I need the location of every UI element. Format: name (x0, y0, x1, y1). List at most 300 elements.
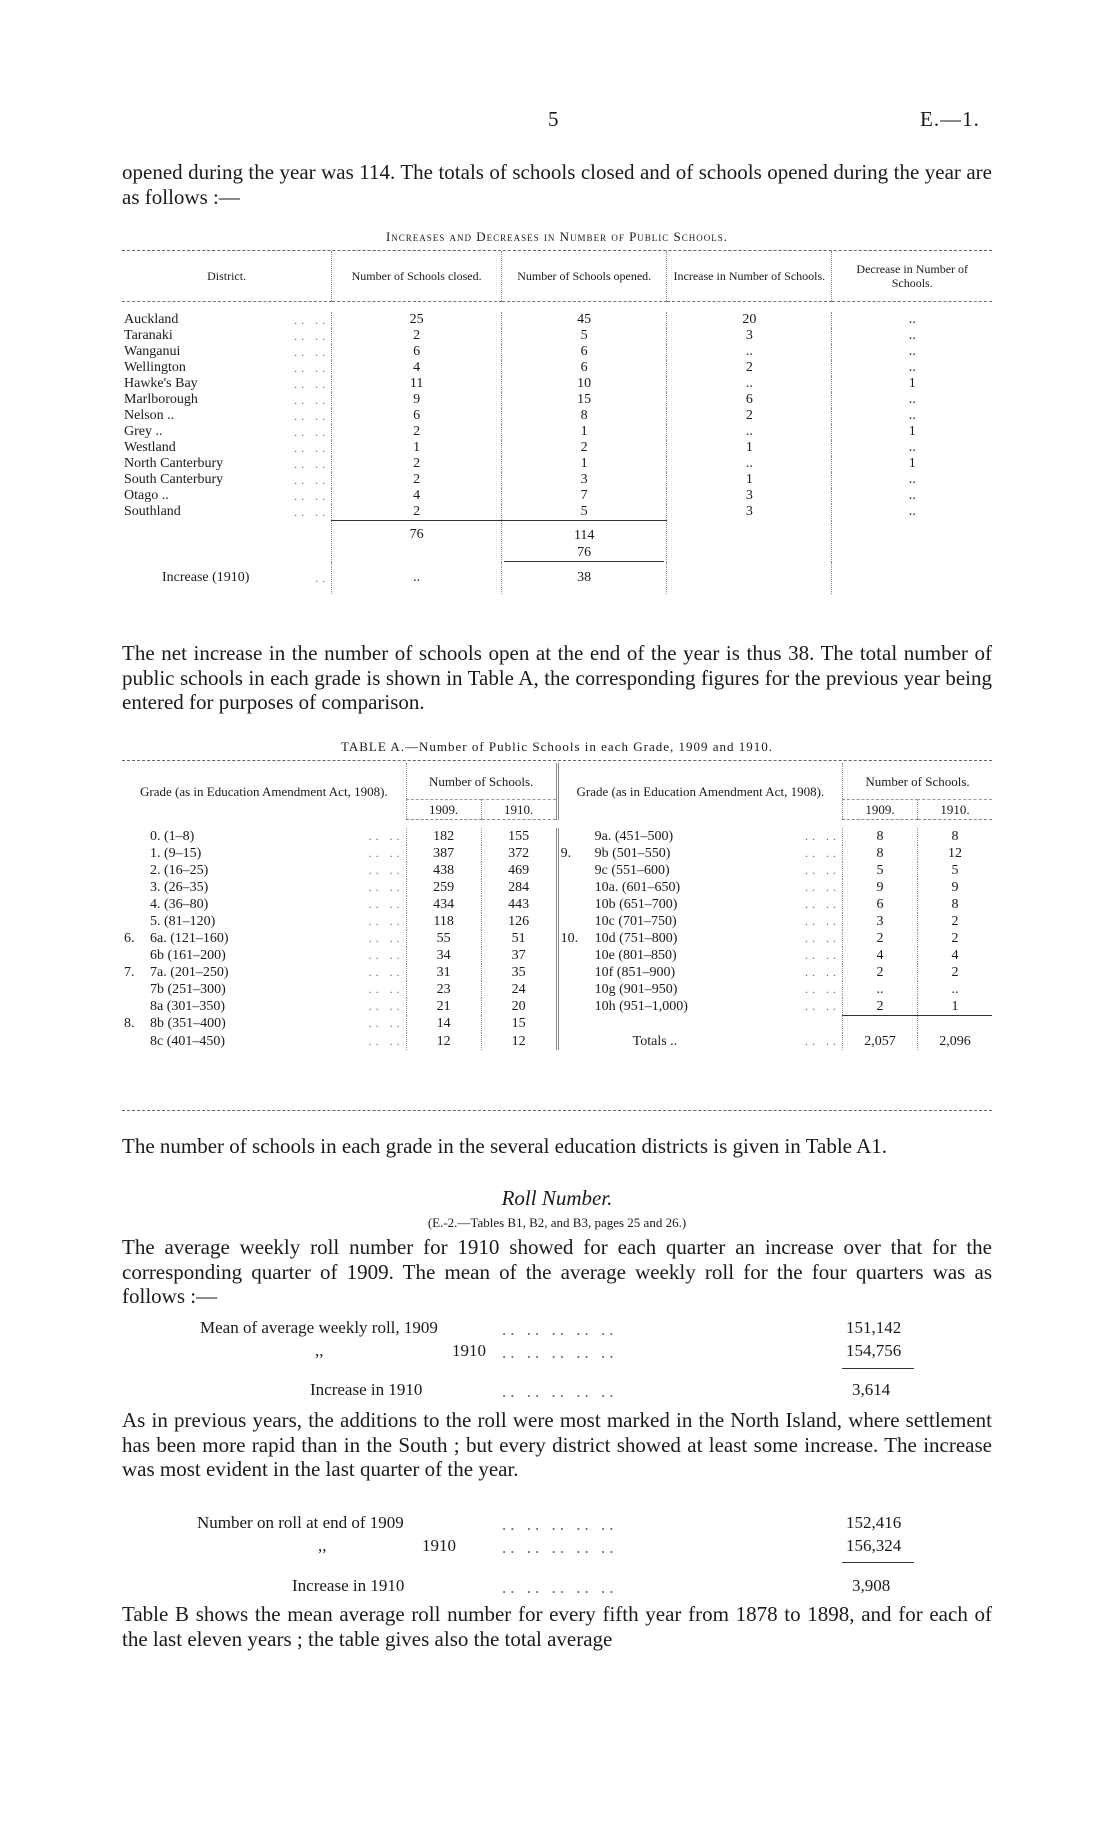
empty-cell (918, 1015, 993, 1033)
table-row (122, 376, 992, 392)
grade-label: 10f (851–900) (594, 964, 676, 980)
leader-dots: .. .. (294, 393, 330, 407)
count-1909-cell: 2 (843, 930, 918, 947)
decrease-cell: .. (908, 440, 916, 455)
count-1910-cell: 1 (951, 998, 959, 1014)
spacer-row (122, 302, 992, 313)
count-1910-cell: 20 (481, 998, 557, 1016)
mean-roll-year-1910: 1910 (452, 1341, 486, 1360)
grade-label: 6b (161–200) (150, 947, 226, 963)
leader-dots: .. .. (368, 930, 404, 945)
count-1910-cell: 4 (951, 947, 959, 963)
district-cell (122, 344, 332, 360)
leader-dots: .. .. .. .. .. (502, 1320, 618, 1339)
table-a-body (122, 819, 992, 1050)
grade-group-cell (557, 964, 593, 981)
grade-group-cell (122, 947, 148, 964)
grade-group-cell (122, 998, 148, 1016)
table-row (122, 862, 992, 879)
totals-row (122, 521, 992, 563)
grade-group-cell (122, 896, 148, 913)
spacer-cell (122, 302, 992, 313)
col-number-left: Number of Schools. (406, 763, 557, 800)
grade-group-cell (122, 879, 148, 896)
mean-roll-label-1909: Mean of average weekly roll, 1909 (200, 1318, 438, 1337)
count-1909-cell: 55 (406, 930, 481, 947)
col-1909-right: 1909. (843, 800, 918, 819)
count-1910-cell: 284 (481, 879, 557, 896)
grade-group-cell (122, 1033, 148, 1050)
leader-dots: .. .. (805, 845, 840, 860)
closed-cell: 2 (332, 424, 502, 440)
grade-cell (593, 913, 843, 930)
grade-cell (148, 930, 406, 947)
closed-cell: 11 (332, 376, 502, 392)
opened-cell: 7 (502, 488, 667, 504)
grade-label: 8c (401–450) (150, 1033, 226, 1049)
grade-cell (593, 896, 843, 913)
closed-cell: 1 (332, 440, 502, 456)
mean-roll-value-1910: 154,756 (846, 1341, 902, 1360)
leader-dots: .. .. (294, 313, 330, 327)
grade-label: 10a. (601–650) (594, 879, 681, 895)
mean-roll-value-1909: 151,142 (846, 1318, 902, 1337)
grade-cell (593, 998, 843, 1016)
increase-value-cell: 38 (502, 562, 667, 594)
count-1910-cell: 372 (481, 845, 557, 862)
count-1910-cell: .. (951, 981, 959, 997)
leader-dots: .. .. (294, 409, 330, 423)
grade-cell (593, 947, 843, 964)
grade-label: 9b (501–550) (594, 845, 671, 861)
decrease-cell: .. (908, 392, 916, 407)
district-name: Taranaki (124, 328, 173, 343)
district-cell (122, 440, 332, 456)
increase-row (122, 562, 992, 594)
col-closed: Number of Schools closed. (332, 251, 502, 302)
increase-cell: .. (667, 456, 832, 472)
decrease-cell: .. (908, 504, 916, 520)
table1-body (122, 302, 992, 595)
count-1909-cell: 4 (843, 947, 918, 964)
count-1909-cell: 259 (406, 879, 481, 896)
roll-number-heading: Roll Number. (501, 1186, 613, 1210)
empty-cell (667, 521, 832, 563)
opened-cell: 1 (502, 424, 667, 440)
increase-cell: 1 (667, 472, 832, 488)
grade-group-cell: 8. (124, 1016, 135, 1032)
grade-label: 0. (1–8) (150, 828, 195, 844)
grade-group-cell (557, 879, 593, 896)
leader-dots: .. .. (368, 1016, 404, 1031)
count-1909-cell: 118 (406, 913, 481, 930)
leader-dots: .. .. .. .. .. (502, 1515, 618, 1534)
count-1909-cell: .. (843, 981, 918, 998)
count-1910-cell: 9 (951, 879, 959, 895)
grade-label: 10h (951–1,000) (594, 998, 688, 1014)
grade-cell (148, 1015, 406, 1033)
grade-label: 6a. (121–160) (150, 930, 229, 946)
spacer-cell (122, 819, 992, 828)
grade-cell (148, 896, 406, 913)
count-1910-cell: 2 (951, 964, 959, 980)
table-row (122, 964, 992, 981)
grade-label: 2. (16–25) (150, 862, 209, 878)
grade-label: 10g (901–950) (594, 981, 678, 997)
end-roll-value-1909: 152,416 (846, 1513, 902, 1532)
opened-cell: 1 (502, 456, 667, 472)
opened-cell: 2 (502, 440, 667, 456)
leader-dots: .. .. (368, 845, 404, 860)
district-name: North Canterbury (124, 456, 224, 471)
count-1910-cell: 2 (951, 930, 959, 946)
grade-label: 1. (9–15) (150, 845, 202, 861)
table-row (122, 408, 992, 424)
leader-dots: .. .. (368, 896, 404, 911)
leader-dots: .. .. (368, 981, 404, 996)
grade-cell (148, 845, 406, 862)
grade-label: 3. (26–35) (150, 879, 209, 895)
increase-cell: 6 (667, 392, 832, 408)
closed-cell: 2 (332, 328, 502, 344)
decrease-cell: 1 (908, 424, 916, 439)
leader-dots: .. .. (294, 377, 330, 391)
grade-cell (148, 828, 406, 845)
district-cell (122, 488, 332, 504)
leader-dots: .. (315, 571, 330, 585)
grade-cell (148, 998, 406, 1016)
district-cell (122, 472, 332, 488)
total-opened-value: 114 (573, 528, 595, 543)
table-row (122, 930, 992, 947)
count-1909-cell: 6 (843, 896, 918, 913)
decrease-cell: .. (908, 344, 916, 359)
district-cell (122, 360, 332, 376)
table-b-paragraph: Table B shows the mean average roll number for every fifth year from 1878 to 1898, and for each of the last eleven years ; the table gives also the total average (122, 1602, 992, 1651)
net-increase-paragraph: The net increase in the number of schools open at the end of the year is thus 38. The total number of public schools in each grade is shown in Table A, the corresponding figures for the previous year being entered for purposes of comparison. (122, 641, 992, 715)
opened-cell: 6 (502, 344, 667, 360)
count-1910-cell: 12 (948, 845, 962, 861)
mean-roll-increase-value: 3,614 (852, 1380, 891, 1399)
grade-group-cell: 10. (557, 930, 593, 947)
table-row (122, 328, 992, 344)
table-row (122, 981, 992, 998)
count-1909-cell: 2 (843, 964, 918, 981)
opened-cell: 15 (502, 392, 667, 408)
leader-dots: .. .. (805, 947, 840, 962)
table-a1-paragraph: The number of schools in each grade in the several education districts is given in Table A1. (122, 1134, 888, 1158)
count-1909-cell: 438 (406, 862, 481, 879)
leader-dots: .. .. (368, 879, 404, 894)
closed-cell: 2 (332, 472, 502, 488)
district-cell (122, 424, 332, 440)
opened-cell: 6 (502, 360, 667, 376)
end-roll-value-1910: 156,324 (846, 1536, 902, 1555)
col-1910-left: 1910. (481, 800, 557, 819)
table-row (122, 504, 992, 521)
count-1910-cell: 8 (951, 828, 959, 844)
decrease-cell: 1 (908, 376, 916, 391)
increase-cell: 20 (667, 312, 832, 328)
district-name: Auckland (124, 312, 179, 327)
grade-cell (593, 845, 843, 862)
table-a-title: TABLE A.—Number of Public Schools in each Grade, 1909 and 1910. (340, 739, 774, 754)
count-1909-cell: 2 (843, 998, 918, 1016)
closed-cell: 2 (332, 456, 502, 472)
count-1909-cell: 31 (406, 964, 481, 981)
district-name: Westland (124, 440, 176, 455)
table-row (122, 472, 992, 488)
leader-dots: .. .. (294, 345, 330, 359)
leader-dots: .. .. (805, 913, 840, 928)
table-row (122, 440, 992, 456)
district-cell (122, 312, 332, 328)
empty-cell (593, 1015, 843, 1033)
additions-paragraph: As in previous years, the additions to the roll were most marked in the North Island, where settlement has been more rapid than in the South ; but every district showed at least some increase. The increase was most evident in the last quarter of the year. (122, 1408, 992, 1482)
grade-cell (148, 862, 406, 879)
increase-cell: 2 (667, 408, 832, 424)
opened-cell: 3 (502, 472, 667, 488)
count-1910-cell: 51 (481, 930, 557, 947)
totals-label: Totals .. (632, 1033, 678, 1049)
grade-cell (593, 930, 843, 947)
increase-cell: 3 (667, 504, 832, 521)
grade-group-cell (122, 845, 148, 862)
grade-label: 9c (551–600) (594, 862, 670, 878)
count-1909-cell: 434 (406, 896, 481, 913)
table-row (122, 392, 992, 408)
end-roll-label-1909: Number on roll at end of 1909 (197, 1513, 404, 1532)
increase-label: Increase (1910) (162, 570, 250, 585)
grade-cell (593, 828, 843, 845)
count-1909-cell: 21 (406, 998, 481, 1016)
grade-cell (148, 964, 406, 981)
total-opened-minus: 76 (504, 544, 664, 562)
count-1909-cell: 182 (406, 828, 481, 845)
increase-cell: 1 (667, 440, 832, 456)
leader-dots: .. .. .. .. .. (502, 1538, 618, 1557)
decrease-cell: .. (908, 360, 916, 375)
leader-dots: .. .. (294, 329, 330, 343)
opened-cell: 8 (502, 408, 667, 424)
leader-dots: .. .. (805, 828, 840, 843)
count-1910-cell: 126 (481, 913, 557, 930)
district-name: Otago .. (124, 488, 169, 503)
grade-label: 8b (351–400) (150, 1016, 226, 1032)
closed-cell: 6 (332, 344, 502, 360)
end-roll-year-1910: 1910 (422, 1536, 456, 1555)
grade-group-cell (557, 828, 593, 845)
leader-dots: .. .. (805, 862, 840, 877)
grade-cell (593, 964, 843, 981)
grade-group-cell (557, 913, 593, 930)
grade-cell (148, 947, 406, 964)
leader-dots: .. .. .. .. .. (502, 1343, 618, 1362)
grade-label: 4. (36–80) (150, 896, 209, 912)
leader-dots: .. .. .. .. .. (502, 1382, 618, 1401)
increase-cell: 2 (667, 360, 832, 376)
opened-cell: 5 (502, 504, 667, 521)
district-name: Wellington (124, 360, 186, 375)
count-1909-cell: 23 (406, 981, 481, 998)
count-1909-cell: 3 (843, 913, 918, 930)
mean-roll-ditto: ,, (315, 1341, 324, 1360)
decrease-cell: .. (908, 472, 916, 487)
end-roll-ditto: ,, (318, 1536, 327, 1555)
increase-cell: .. (667, 376, 832, 392)
leader-dots: .. .. (368, 998, 404, 1013)
end-roll-increase-label: Increase in 1910 (292, 1576, 405, 1595)
leader-dots: .. .. (368, 862, 404, 877)
document-code: E.—1. (920, 107, 980, 131)
leader-dots: .. .. (805, 1033, 840, 1048)
increase-cell: .. (667, 344, 832, 360)
count-1909-cell: 8 (843, 845, 918, 862)
district-name: Nelson .. (124, 408, 175, 423)
district-name: Southland (124, 504, 181, 520)
count-1909-cell: 8 (843, 828, 918, 845)
grade-label: 10e (801–850) (594, 947, 677, 963)
grade-cell (148, 981, 406, 998)
totals-label-cell (593, 1033, 843, 1050)
leader-dots: .. .. (805, 998, 840, 1013)
count-1909-cell: 34 (406, 947, 481, 964)
closed-cell: 4 (332, 360, 502, 376)
decrease-cell: .. (908, 328, 916, 343)
leader-dots: .. .. (294, 457, 330, 471)
grade-group-cell (122, 981, 148, 998)
decrease-cell: .. (908, 488, 916, 503)
district-name: Hawke's Bay (124, 376, 198, 391)
district-cell (122, 504, 332, 521)
table-row (122, 845, 992, 862)
sum-rule (842, 1368, 914, 1369)
table-row (122, 879, 992, 896)
intro-paragraph: opened during the year was 114. The totals of schools closed and of schools opened during the year are as follows :— (122, 160, 992, 209)
district-cell (122, 392, 332, 408)
grade-group-cell (557, 862, 593, 879)
grade-table (122, 763, 992, 1050)
grade-label: 7b (251–300) (150, 981, 226, 997)
grade-cell (148, 1033, 406, 1050)
district-cell (122, 376, 332, 392)
schools-increase-table (122, 251, 992, 594)
grade-group-cell (122, 862, 148, 879)
empty-cell (843, 1015, 918, 1033)
count-1910-cell: 15 (481, 1015, 557, 1033)
total-opened-cell (502, 521, 667, 563)
increase-cell: .. (667, 424, 832, 440)
table-row (122, 1015, 992, 1033)
table-row (122, 828, 992, 845)
grade-cell (148, 879, 406, 896)
count-1909-cell: 9 (843, 879, 918, 896)
col-opened: Number of Schools opened. (502, 251, 667, 302)
table-row (122, 312, 992, 328)
grade-label: 10d (751–800) (594, 930, 678, 946)
opened-cell: 45 (502, 312, 667, 328)
table-row (122, 344, 992, 360)
sum-rule (842, 1562, 914, 1563)
district-name: Grey .. (124, 424, 163, 439)
col-grade-right: Grade (as in Education Amendment Act, 1908). (557, 763, 842, 819)
table-row (122, 998, 992, 1016)
grade-label: 7a. (201–250) (150, 964, 229, 980)
leader-dots: .. .. (368, 964, 404, 979)
empty-cell (557, 1033, 593, 1050)
grade-group-cell: 6. (124, 930, 135, 946)
col-1909-left: 1909. (406, 800, 481, 819)
grade-cell (593, 879, 843, 896)
count-1910-cell: 2 (951, 913, 959, 929)
leader-dots: .. .. (805, 896, 840, 911)
col-decrease: Decrease in Number of Schools. (832, 251, 992, 302)
empty-cell (557, 1015, 593, 1033)
increase-cell: 3 (667, 488, 832, 504)
table-row (122, 424, 992, 440)
mean-roll-increase-label: Increase in 1910 (310, 1380, 423, 1399)
leader-dots: .. .. (294, 505, 330, 520)
district-name: Wanganui (124, 344, 181, 359)
count-1910-cell: 35 (481, 964, 557, 981)
count-1910-cell: 8 (951, 896, 959, 912)
col-1910-right: 1910. (918, 800, 993, 819)
grade-label: 8a (301–350) (150, 998, 226, 1014)
count-1910-cell: 5 (951, 862, 959, 878)
count-1910-cell: 155 (481, 828, 557, 845)
table-row (122, 896, 992, 913)
empty-cell (832, 562, 992, 594)
district-name: Marlborough (124, 392, 198, 407)
table-row (122, 1033, 992, 1050)
district-cell (122, 328, 332, 344)
table-row (122, 456, 992, 472)
leader-dots: .. .. (805, 879, 840, 894)
total-1909-cell: 2,057 (843, 1033, 918, 1050)
table-a-top-rule (122, 760, 992, 761)
table1-title: Increases and Decreases in Number of Public Schools. (385, 229, 729, 244)
weekly-roll-paragraph: The average weekly roll number for 1910 showed for each quarter an increase over that for the corresponding quarter of 1909. The mean of the average weekly roll for the four quarters was as follows :— (122, 1235, 992, 1309)
closed-cell: 9 (332, 392, 502, 408)
empty-cell (832, 521, 992, 563)
closed-cell: 25 (332, 312, 502, 328)
grade-label: 9a. (451–500) (594, 828, 674, 844)
table-row (122, 947, 992, 964)
decrease-cell: .. (908, 312, 916, 327)
leader-dots: .. .. (805, 981, 840, 996)
leader-dots: .. .. (294, 489, 330, 503)
count-1909-cell: 387 (406, 845, 481, 862)
table-a-bottom-rule (122, 1110, 992, 1111)
totals-label-cell (122, 521, 332, 563)
leader-dots: .. .. (368, 828, 404, 843)
grade-label: 10b (651–700) (594, 896, 678, 912)
col-grade-left: Grade (as in Education Amendment Act, 1908). (122, 763, 406, 819)
leader-dots: .. .. (805, 930, 840, 945)
total-1910-cell: 2,096 (939, 1033, 971, 1049)
grade-group-cell: 9. (557, 845, 593, 862)
count-1910-cell: 37 (481, 947, 557, 964)
table-row (122, 913, 992, 930)
count-1909-cell: 14 (406, 1015, 481, 1033)
col-district: District. (122, 251, 332, 302)
count-1909-cell: 5 (843, 862, 918, 879)
leader-dots: .. .. (294, 361, 330, 375)
increase-label-cell (122, 562, 332, 594)
grade-cell (593, 981, 843, 998)
district-cell (122, 456, 332, 472)
col-number-right: Number of Schools. (843, 763, 993, 800)
